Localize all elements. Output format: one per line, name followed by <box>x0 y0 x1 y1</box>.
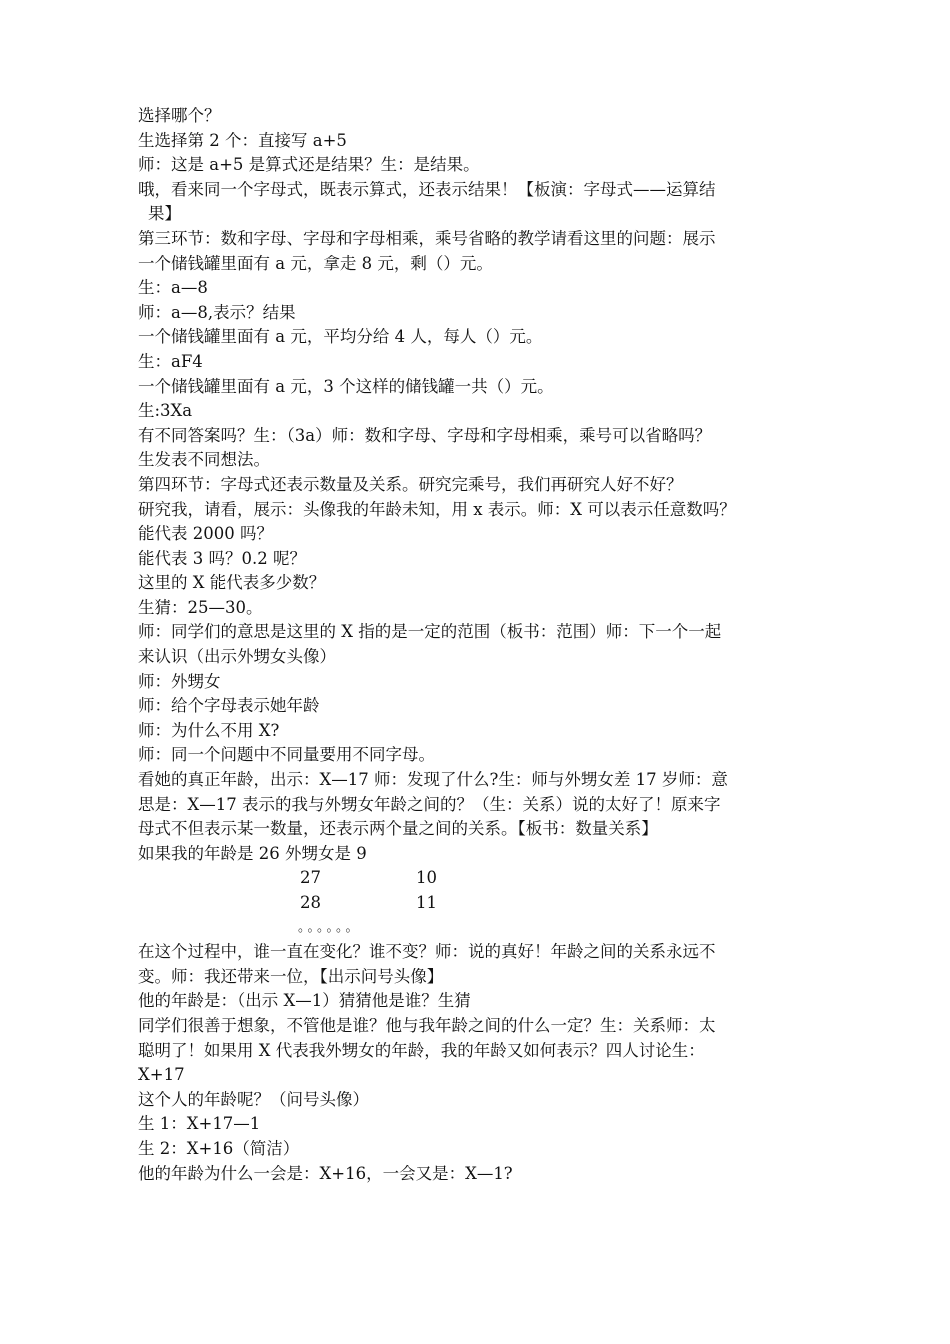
ellipsis-dots: 。。。。。。 <box>298 919 362 935</box>
text-line: 师：给个字母表示她年龄 <box>138 696 320 716</box>
age-row <box>138 891 818 916</box>
age-value-niece: 10 <box>416 868 437 888</box>
text-line: 师：同一个问题中不同量要用不同字母。 <box>138 745 435 765</box>
text-line: 有不同答案吗？生：（3a）师：数和字母、字母和字母相乘，乘号可以省略吗？ <box>138 425 712 445</box>
text-line: 生选择第 2 个：直接写 a+5 <box>138 130 347 150</box>
text-line: 生猜：25—30。 <box>138 597 263 617</box>
text-line: 研究我，请看，展示：头像我的年龄未知，用 x 表示。师：X 可以表示任意数吗？ <box>138 499 736 519</box>
age-value-teacher: 27 <box>300 868 321 888</box>
age-value-teacher: 28 <box>300 893 321 912</box>
text-line: 师：这是 a+5 是算式还是结果？生：是结果。 <box>138 155 480 175</box>
text-line: X+17 <box>138 1065 185 1085</box>
text-line: 能代表 2000 吗？ <box>138 524 273 544</box>
age-row <box>138 866 818 891</box>
text-line: 生 1：X+17—1 <box>138 1114 261 1134</box>
text-line: 一个储钱罐里面有 a 元，3 个这样的储钱罐一共（）元。 <box>138 376 554 396</box>
text-line: 这个人的年龄呢？（问号头像） <box>138 1089 369 1109</box>
document-body <box>138 104 818 1186</box>
text-line: 果】 <box>148 204 181 224</box>
text-line: 母式不但表示某一数量，还表示两个量之间的关系。【板书：数量关系】 <box>138 819 658 839</box>
text-line: 第四环节：字母式还表示数量及关系。研究完乘号，我们再研究人好不好？ <box>138 474 683 494</box>
text-line: 第三环节：数和字母、字母和字母相乘，乘号省略的教学请看这里的问题：展示 <box>138 228 716 248</box>
text-line: 生发表不同想法。 <box>138 450 270 470</box>
text-line: 生：aF4 <box>138 351 203 371</box>
text-line: 在这个过程中，谁一直在变化？谁不变？师：说的真好！年龄之间的关系永远不 <box>138 942 716 962</box>
text-line: 生 2：X+16（简洁） <box>138 1138 300 1158</box>
text-line: 一个储钱罐里面有 a 元，平均分给 4 人，每人（）元。 <box>138 327 543 347</box>
text-line: 师：a—8,表示？结果 <box>138 302 296 322</box>
age-value-niece: 11 <box>416 893 437 912</box>
text-line: 思是：X—17 表示的我与外甥女年龄之间的？（生：关系）说的太好了！原来字 <box>138 794 721 814</box>
text-line: 师：外甥女 <box>138 671 221 691</box>
text-line: 这里的 X 能代表多少数？ <box>138 573 326 593</box>
text-line: 哦，看来同一个字母式，既表示算式，还表示结果！【板演：字母式——运算结 <box>138 179 716 199</box>
text-line: 生：a—8 <box>138 278 208 298</box>
text-line: 师：同学们的意思是这里的 X 指的是一定的范围（板书：范围）师：下一个一起 <box>138 622 722 642</box>
text-line: 来认识（出示外甥女头像） <box>138 647 336 667</box>
text-line: 聪明了！如果用 X 代表我外甥女的年龄，我的年龄又如何表示？四人讨论生： <box>138 1040 705 1060</box>
text-line: 同学们很善于想象，不管他是谁？他与我年龄之间的什么一定？生：关系师：太 <box>138 1015 716 1035</box>
text-line: 能代表 3 吗？0.2 呢？ <box>138 548 306 568</box>
text-line: 他的年龄是：（出示 X—1）猜猜他是谁？生猜 <box>138 991 471 1011</box>
text-line: 师：为什么不用 X? <box>138 720 280 740</box>
text-line: 他的年龄为什么一会是：X+16，一会又是：X—1? <box>138 1163 513 1183</box>
text-line: 一个储钱罐里面有 a 元，拿走 8 元，剩（）元。 <box>138 253 493 273</box>
text-line: 变。师：我还带来一位，【出示问号头像】 <box>138 966 444 986</box>
ellipsis-row <box>138 916 818 941</box>
text-line: 生:3Xa <box>138 401 193 421</box>
text-line: 如果我的年龄是 26 外甥女是 9 <box>138 843 367 863</box>
text-line: 看她的真正年龄，出示：X—17 师：发现了什么?生：师与外甥女差 17 岁师：意 <box>138 770 728 790</box>
text-line: 选择哪个？ <box>138 106 221 125</box>
